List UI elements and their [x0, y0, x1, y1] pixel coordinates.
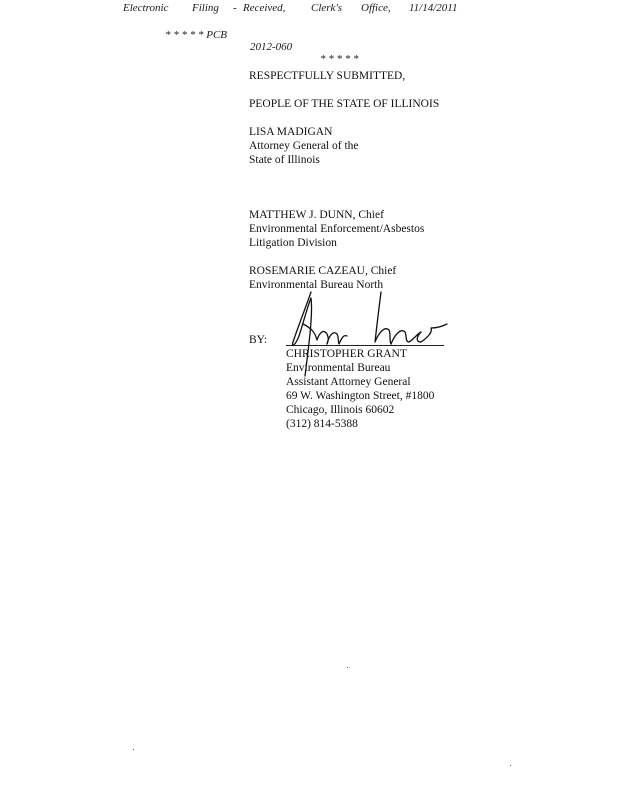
stamp-word-electronic: Electronic	[123, 2, 169, 14]
respectfully-submitted	[249, 69, 405, 83]
scan-speck	[347, 667, 348, 668]
filing-stamp	[0, 0, 623, 65]
stamp-case-number: 2012-060	[250, 41, 293, 53]
filing-stamp-line1	[0, 2, 623, 16]
people-of-state-text: PEOPLE OF THE STATE OF ILLINOIS	[249, 98, 440, 110]
by-label-text: BY:	[249, 334, 268, 346]
stamp-date: 11/14/2011	[409, 2, 458, 14]
chief-dunn-name: MATTHEW J. DUNN, Chief	[249, 209, 384, 221]
respectfully-submitted-text: RESPECTFULLY SUBMITTED,	[249, 70, 406, 82]
signatory-bureau: Environmental Bureau	[286, 362, 391, 374]
chief-cazeau-name: ROSEMARIE CAZEAU, Chief	[249, 265, 397, 277]
signatory-address2: Chicago, Illinois 60602	[286, 404, 395, 416]
stamp-pcb: * * * * * PCB	[165, 29, 228, 41]
chief-dunn-line2: Litigation Division	[249, 237, 337, 249]
stamp-word-office: Office,	[361, 2, 391, 14]
stamp-stars: * * * * *	[320, 53, 359, 65]
attorney-general-name: LISA MADIGAN	[249, 126, 333, 138]
scan-speck	[133, 749, 134, 750]
chief-dunn-line1: Environmental Enforcement/Asbestos	[249, 223, 425, 235]
signatory-address1: 69 W. Washington Street, #1800	[286, 390, 435, 402]
attorney-general-title2: State of Illinois	[249, 154, 320, 166]
attorney-general-title1: Attorney General of the	[249, 140, 359, 152]
signatory-title: Assistant Attorney General	[286, 376, 411, 388]
people-of-state	[249, 97, 439, 111]
stamp-word-clerks: Clerk's	[311, 2, 343, 14]
stamp-word-dash: -	[233, 2, 237, 14]
chief-dunn-block	[249, 208, 424, 250]
scan-speck	[510, 765, 511, 766]
attorney-general-block	[249, 125, 359, 167]
signatory-phone: (312) 814-5388	[286, 418, 358, 430]
filing-stamp-line2	[0, 17, 623, 65]
chief-cazeau-line1: Environmental Bureau North	[249, 279, 384, 291]
signatory-block	[286, 347, 434, 431]
stamp-word-received: Received,	[243, 2, 286, 14]
stamp-word-filing: Filing	[192, 2, 219, 14]
by-label	[249, 333, 267, 347]
signatory-name: CHRISTOPHER GRANT	[286, 348, 407, 360]
